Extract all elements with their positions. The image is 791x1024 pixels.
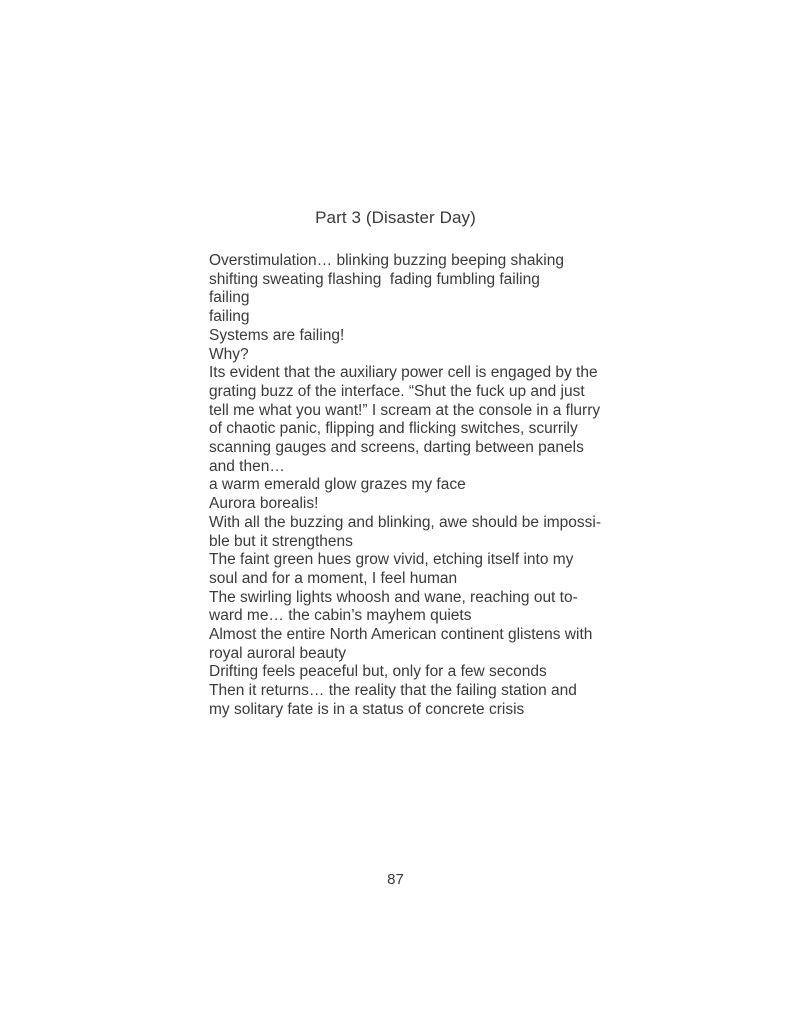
poem-line: Why? — [209, 345, 249, 363]
poem-line: Drifting feels peaceful but, only for a few seconds — [209, 663, 547, 681]
section-title: Part 3 (Disaster Day) — [315, 208, 476, 227]
poem-line: royal auroral beauty — [209, 644, 346, 662]
poem-line: Almost the entire North American continent glistens with — [209, 626, 593, 644]
poem-line: The faint green hues grow vivid, etching itself into my — [209, 551, 574, 569]
poem-line: tell me what you want!” I scream at the console in a flurry — [209, 401, 601, 419]
poem-line: Its evident that the auxiliary power cell is engaged by the — [209, 364, 598, 382]
poem-line: scanning gauges and screens, darting between panels — [209, 439, 584, 457]
poem-line: failing — [209, 289, 250, 307]
poem-line: With all the buzzing and blinking, awe should be impossi- — [209, 513, 602, 531]
poem-body — [209, 252, 609, 720]
poem-line: ward me… the cabin’s mayhem quiets — [209, 607, 472, 625]
poem-line: soul and for a moment, I feel human — [209, 569, 458, 587]
poem-line: grating buzz of the interface. “Shut the fuck up and just — [209, 382, 585, 400]
poem-line: my solitary fate is in a status of concrete crisis — [209, 700, 525, 718]
poem-line: failing — [209, 308, 250, 326]
poem-line: Aurora borealis! — [209, 495, 319, 513]
poem-line: Systems are failing! — [209, 326, 345, 344]
poem-line: Then it returns… the reality that the failing station and — [209, 682, 577, 700]
poem-line: ble but it strengthens — [209, 532, 353, 550]
poem-line: a warm emerald glow grazes my face — [209, 476, 466, 494]
poem-line: Overstimulation… blinking buzzing beeping shaking — [209, 252, 564, 269]
page-number: 87 — [387, 871, 404, 888]
poem-line: of chaotic panic, flipping and flicking switches, scurrily — [209, 420, 578, 438]
poem-line: shifting sweating flashing fading fumbling failing — [209, 270, 540, 288]
poem-line: and then… — [209, 457, 285, 475]
poem-line: The swirling lights whoosh and wane, reaching out to- — [209, 588, 578, 606]
